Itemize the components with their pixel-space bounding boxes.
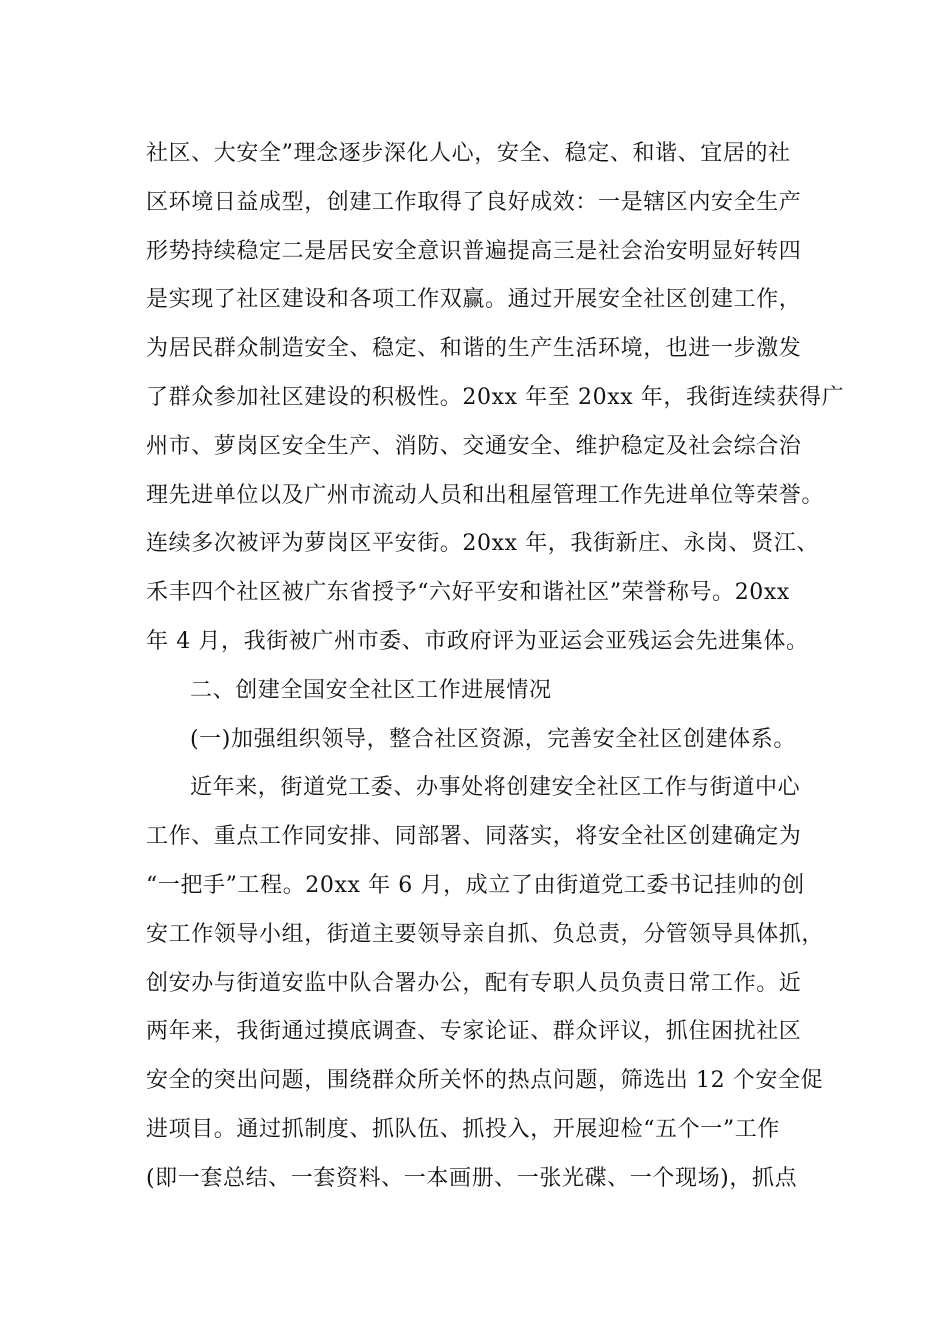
text-line: 了群众参加社区建设的积极性。20xx 年至 20xx 年，我街连续获得广 — [146, 384, 845, 410]
text-line: 安全的突出问题，围绕群众所关怀的热点问题，筛选出 12 个安全促 — [146, 1068, 824, 1094]
text-line: 近年来，街道党工委、办事处将创建安全社区工作与街道中心 — [190, 775, 801, 801]
text-line: 禾丰四个社区被广东省授予“六好平安和谐社区”荣誉称号。20xx — [146, 580, 790, 606]
text-line: 连续多次被评为萝岗区平安街。20xx 年，我街新庄、永岗、贤江、 — [146, 531, 820, 557]
text-line: 社区、大安全”理念逐步深化人心，安全、稳定、和谐、宜居的社 — [146, 141, 791, 166]
text-line: 为居民群众制造安全、稳定、和谐的生产生活环境，也进一步激发 — [146, 336, 802, 362]
text-line: 工作、重点工作同安排、同部署、同落实，将安全社区创建确定为 — [146, 824, 802, 850]
subsection-heading: (一)加强组织领导，整合社区资源，完善安全社区创建体系。 — [190, 726, 796, 752]
text-line: 年 4 月，我街被广州市委、市政府评为亚运会亚残运会先进集体。 — [146, 628, 809, 654]
text-line: 两年来，我街通过摸底调查、专家论证、群众评议，抓住困扰社区 — [146, 1019, 802, 1045]
section-heading: 二、创建全国安全社区工作进展情况 — [190, 677, 552, 703]
text-line: 创安办与街道安监中队合署办公，配有专职人员负责日常工作。近 — [146, 970, 802, 996]
text-line: 区环境日益成型，创建工作取得了良好成效：一是辖区内安全生产 — [146, 189, 802, 215]
text-line: 安工作领导小组，街道主要领导亲自抓、负总责，分管领导具体抓， — [146, 921, 825, 947]
text-line: 进项目。通过抓制度、抓队伍、抓投入，开展迎检“五个一”工作 — [146, 1116, 780, 1142]
body-text — [146, 130, 845, 1204]
text-line: 形势持续稳定二是居民安全意识普遍提高三是社会治安明显好转四 — [146, 238, 802, 264]
text-line: “一把手”工程。20xx 年 6 月，成立了由街道党工委书记挂帅的创 — [146, 872, 805, 898]
text-line: 理先进单位以及广州市流动人员和出租屋管理工作先进单位等荣誉。 — [146, 482, 825, 508]
text-line: 州市、萝岗区安全生产、消防、交通安全、维护稳定及社会综合治 — [146, 433, 802, 459]
text-line: 是实现了社区建设和各项工作双赢。通过开展安全社区创建工作， — [146, 287, 802, 313]
text-line: (即一套总结、一套资料、一本画册、一张光碟、一个现场)，抓点 — [146, 1165, 798, 1191]
